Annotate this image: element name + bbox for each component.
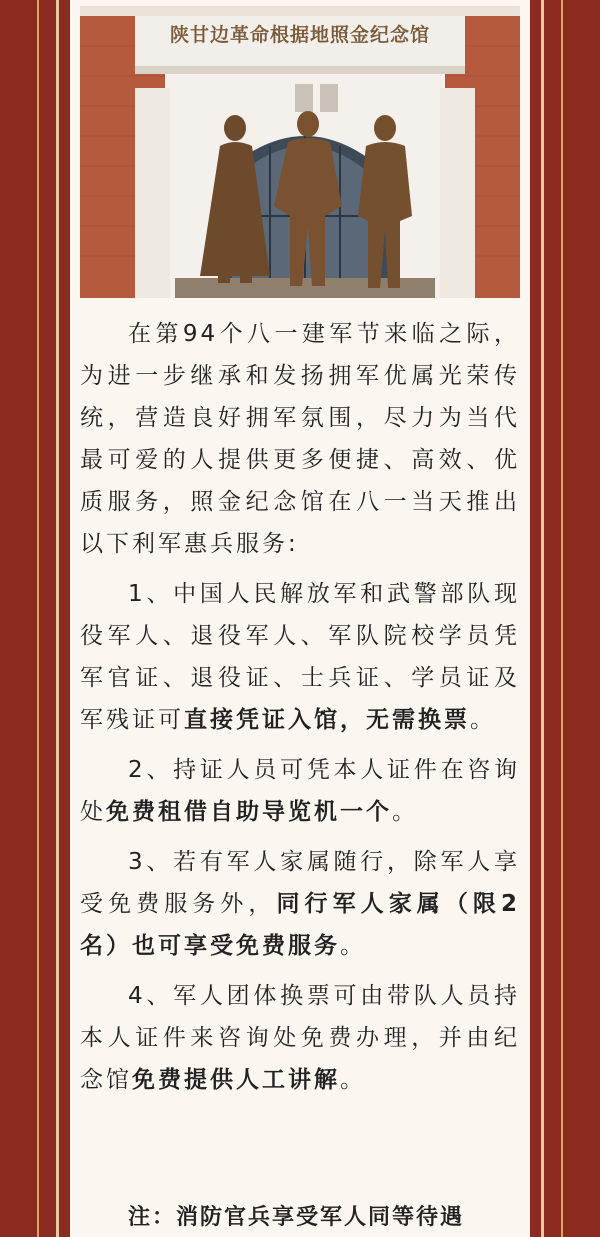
paragraph-text: 1、中国人民解放军和武警部队现役军人、退役军人、军队院校学员凭军官证、退役证、士兵证、学员证及军残证可 <box>80 581 520 733</box>
paragraph-text: 3、若有军人家属随行，除军人享受免费服务外， <box>80 849 520 917</box>
paragraph-text: 。 <box>470 707 496 733</box>
paragraph-text: 。 <box>340 933 366 959</box>
paragraph-item-4 <box>80 975 520 1101</box>
paragraph-intro <box>80 313 520 565</box>
paragraph-text: 4、军人团体换票可由带队人员持本人证件来咨询处免费办理，并由纪念馆 <box>80 983 520 1093</box>
paragraph-highlight: 免费租借自助导览机一个 <box>106 799 392 825</box>
left-decorative-border <box>0 0 70 1237</box>
footnote: 注：消防官兵享受军人同等待遇 <box>128 1205 465 1230</box>
paragraph-text: 。 <box>392 799 418 825</box>
paragraph-highlight: 免费提供人工讲解 <box>132 1067 340 1093</box>
paragraph-text: 。 <box>340 1067 366 1093</box>
paragraph-item-3 <box>80 841 520 967</box>
right-decorative-border <box>530 0 600 1237</box>
article-panel <box>70 0 530 1237</box>
article-body <box>80 313 520 1101</box>
paragraph-text: 2、持证人员可凭本人证件在咨询处 <box>80 757 520 825</box>
memorial-photo <box>80 6 520 298</box>
paragraph-text: 在第94个八一建军节来临之际，为进一步继承和发扬拥军优属光荣传统，营造良好拥军氛围，尽力为当代最可爱的人提供更多便捷、高效、优质服务，照金纪念馆在八一当天推出以下利军惠兵服务: <box>80 321 520 557</box>
memorial-sign-text: 陕甘边革命根据地照金纪念馆 <box>169 24 430 46</box>
paragraph-highlight: 同行军人家属（限2名）也可享受免费服务 <box>80 891 520 959</box>
paragraph-item-2 <box>80 749 520 833</box>
memorial-building-image <box>80 6 520 298</box>
paragraph-highlight: 直接凭证入馆，无需换票 <box>184 707 470 733</box>
paragraph-item-1 <box>80 573 520 741</box>
